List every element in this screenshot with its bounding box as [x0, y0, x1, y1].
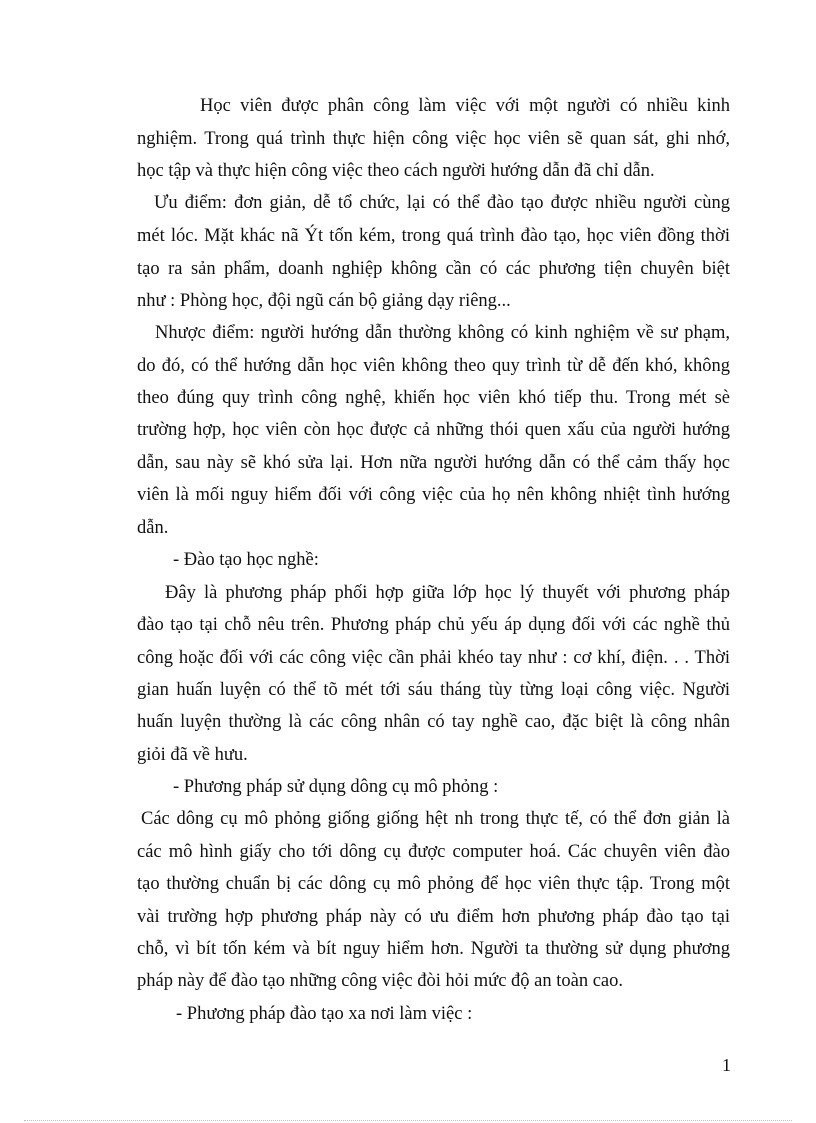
- text-line-14: dẫn.: [137, 518, 169, 538]
- text-line-18: công hoặc đối với các công việc cần phải khéo tay như : cơ khí, điện. . . Thời: [137, 648, 730, 668]
- text-line-13: viên là mối nguy hiểm đối với công việc của họ nên không nhiệt tình hướng: [137, 485, 730, 505]
- text-line-11: trường hợp, học viên còn học được cả những thói quen xấu của người hướng: [137, 420, 730, 440]
- text-line-4: Ưu điểm: đơn giản, dễ tổ chức, lại có thể đào tạo được nhiều người cùng: [154, 193, 730, 213]
- text-line-6: tạo ra sản phẩm, doanh nghiệp không cần có các phương tiện chuyên biệt: [137, 259, 730, 279]
- text-line-25: tạo thường chuẩn bị các dông cụ mô phỏng để học viên thực tập. Trong một: [137, 874, 730, 894]
- text-line-21: giỏi đã về hưu.: [137, 745, 248, 765]
- text-line-27: chỗ, vì bít tốn kém và bít nguy hiểm hơn. Người ta thường sử dụng phương: [137, 939, 730, 959]
- text-line-5: mét lóc. Mặt khác nã Ýt tốn kém, trong quá trình đào tạo, học viên đồng thời: [137, 226, 730, 246]
- section-heading-mo-phong: - Phương pháp sử dụng dông cụ mô phỏng :: [173, 777, 499, 797]
- page-bottom-divider: [24, 1120, 792, 1121]
- text-line-2: nghiệm. Trong quá trình thực hiện công việc học viên sẽ quan sát, ghi nhớ,: [137, 129, 730, 149]
- text-line-16: Đây là phương pháp phối hợp giữa lớp học lý thuyết với phương pháp: [165, 583, 730, 603]
- text-line-3: học tập và thực hiện công việc theo cách người hướng dẫn đã chỉ dẫn.: [137, 161, 655, 181]
- text-line-9: do đó, có thể hướng dẫn học viên không theo quy trình từ dễ đến khó, không: [137, 356, 730, 376]
- text-line-12: dẫn, sau này sẽ khó sửa lại. Hơn nữa người hướng dẫn có thể cảm thấy học: [137, 453, 730, 473]
- text-line-7: như : Phòng học, đội ngũ cán bộ giảng dạy riêng...: [137, 291, 511, 311]
- page-number: 1: [722, 1055, 731, 1075]
- text-line-26: vài trường hợp phương pháp này có ưu điểm hơn phương pháp đào tạo tại: [137, 907, 730, 927]
- text-line-20: huấn luyện thường là các công nhân có tay nghề cao, đặc biệt là công nhân: [137, 712, 730, 732]
- text-line-1: Học viên được phân công làm việc với một người có nhiều kinh: [200, 96, 730, 116]
- section-heading-dao-tao-hoc-nghe: - Đào tạo học nghề:: [173, 550, 319, 570]
- text-line-24: các mô hình giấy cho tới dông cụ được computer hoá. Các chuyên viên đào: [137, 842, 730, 862]
- text-line-23: Các dông cụ mô phỏng giống giống hệt nh trong thực tế, có thể đơn giản là: [141, 809, 730, 829]
- text-line-19: gian huấn luyện có thể tõ mét tới sáu tháng tùy từng loại công việc. Người: [137, 680, 730, 700]
- text-line-10: theo đúng quy trình công nghệ, khiến học viên khó tiếp thu. Trong mét sè: [137, 388, 730, 408]
- section-heading-xa-noi-lam-viec: - Phương pháp đào tạo xa nơi làm việc :: [176, 1004, 473, 1024]
- text-line-8: Nhược điểm: người hướng dẫn thường không có kinh nghiệm về sư phạm,: [155, 323, 730, 343]
- text-line-28: pháp này để đào tạo những công việc đòi hỏi mức độ an toàn cao.: [137, 971, 624, 991]
- text-line-17: đào tạo tại chỗ nêu trên. Phương pháp chủ yếu áp dụng đối với các nghề thủ: [137, 615, 730, 635]
